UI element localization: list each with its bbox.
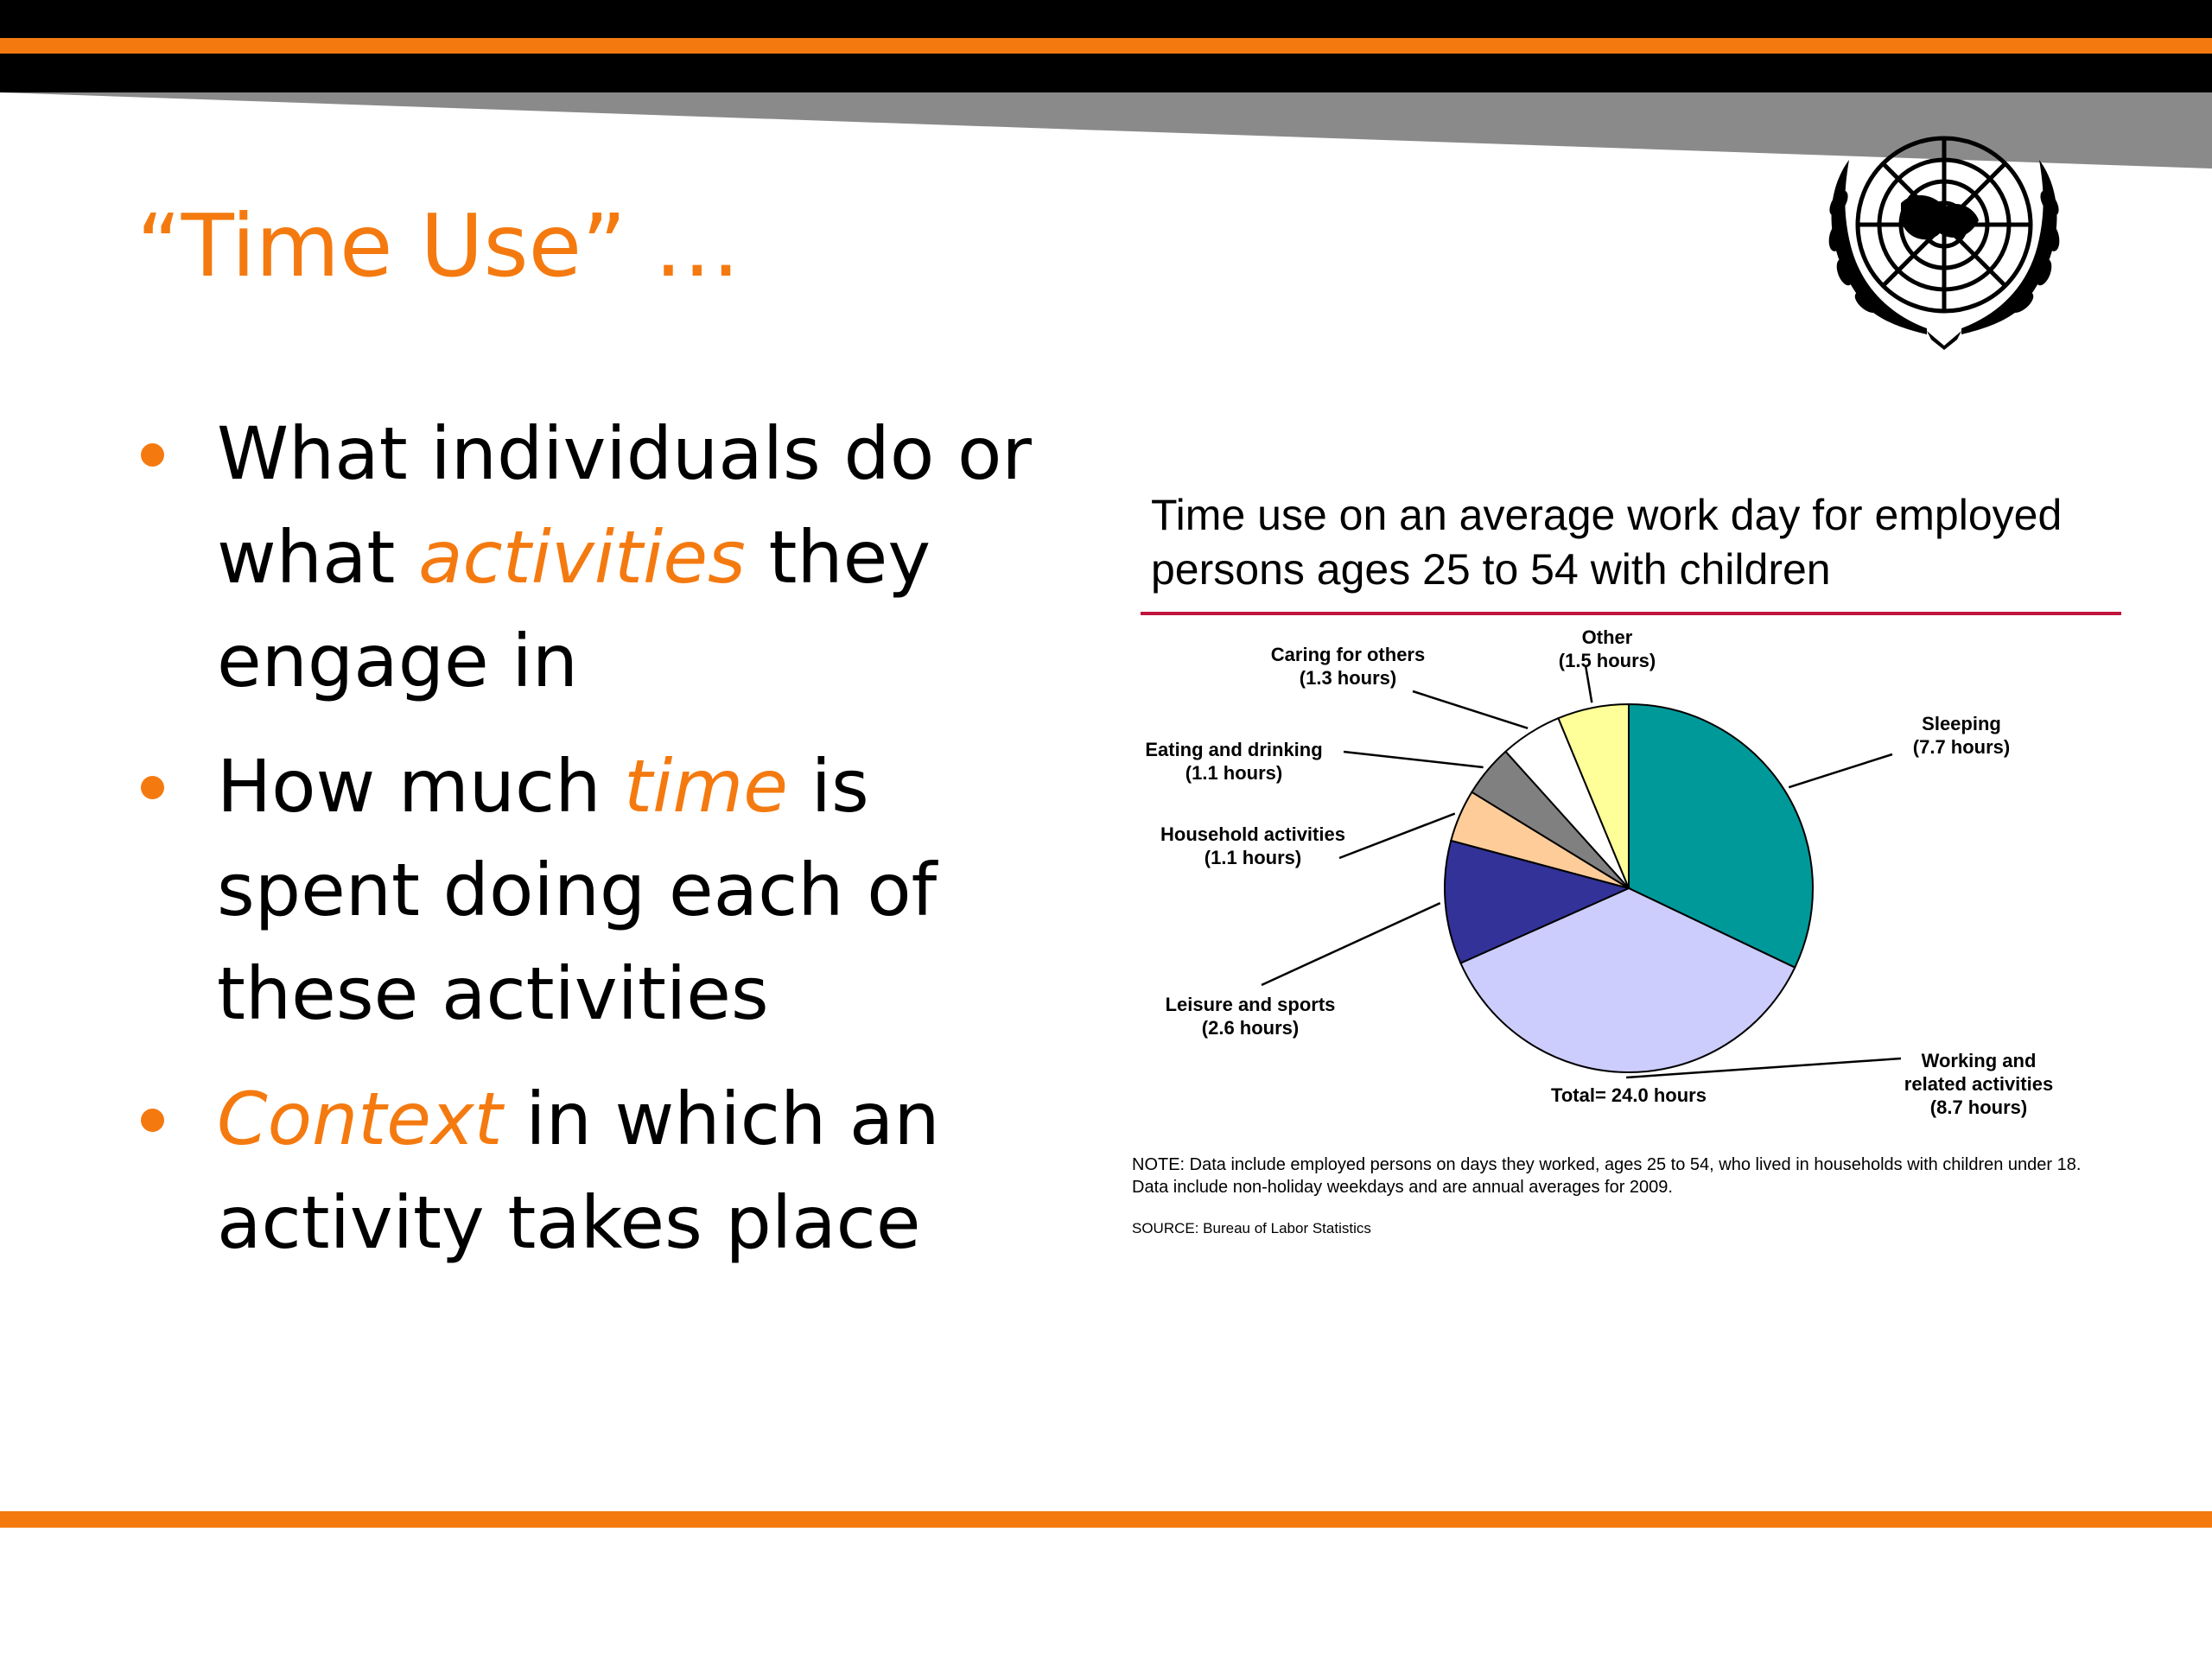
bullet-item: What individuals do or what activities they engage in	[134, 402, 1041, 713]
pie-slice-value-label: (1.1 hours)	[1185, 762, 1283, 784]
pie-leader-line	[1789, 754, 1892, 787]
pie-slice-value-label: (1.5 hours)	[1558, 650, 1656, 671]
emphasis-time: time	[624, 744, 788, 829]
pie-slice-label: Household activities	[1160, 823, 1345, 845]
pie-leader-line	[1339, 814, 1455, 858]
pie-slice-label: Eating and drinking	[1145, 739, 1323, 760]
slide-title: “Time Use” …	[137, 195, 741, 296]
emphasis-activities: activities	[418, 515, 746, 600]
bullet-dot-icon	[141, 1109, 164, 1132]
chart-title: Time use on an average work day for employed persons ages 25 to 54 with children	[1151, 491, 2063, 594]
bullet-item: Context in which an activity takes place	[134, 1067, 1041, 1274]
un-emblem-logo	[1797, 108, 2091, 350]
pie-slice-value-label: (7.7 hours)	[1912, 736, 2011, 758]
pie-leader-line	[1413, 691, 1528, 728]
pie-slice-value-label: (2.6 hours)	[1201, 1017, 1300, 1039]
pie-slice-label: Caring for others	[1270, 644, 1426, 665]
chart-note: NOTE: Data include employed persons on days they worked, ages 25 to 54, who lived in households with children under 18. Data include non-holiday weekdays and are annual averages for 2009.	[1132, 1155, 2082, 1197]
emphasis-context: Context	[217, 1077, 503, 1161]
bullet-dot-icon	[141, 443, 164, 467]
pie-slice-value-label: (1.3 hours)	[1299, 667, 1397, 689]
pie-slice-label: Sleeping	[1922, 713, 2001, 734]
pie-chart	[1123, 618, 2126, 1136]
pie-leader-line	[1262, 903, 1440, 985]
bullet-list	[134, 402, 1041, 1296]
pie-slice-label: Working and related activities	[1904, 1050, 2054, 1095]
pie-leader-line	[1344, 752, 1484, 767]
pie-slice-value-label: (8.7 hours)	[1929, 1096, 2028, 1118]
pie-slice-label: Other	[1581, 626, 1633, 648]
pie-slice-value-label: (1.1 hours)	[1204, 847, 1302, 868]
chart-source: SOURCE: Bureau of Labor Statistics	[1132, 1220, 1371, 1236]
pie-slice-label: Leisure and sports	[1165, 994, 1336, 1015]
chart-title-rule	[1141, 612, 2121, 615]
bullet-dot-icon	[141, 776, 164, 799]
bottom-orange-stripe	[0, 1511, 2212, 1528]
pie-total-label: Total= 24.0 hours	[1551, 1084, 1707, 1106]
bullet-item: How much time is spent doing each of these activities	[134, 734, 1041, 1046]
